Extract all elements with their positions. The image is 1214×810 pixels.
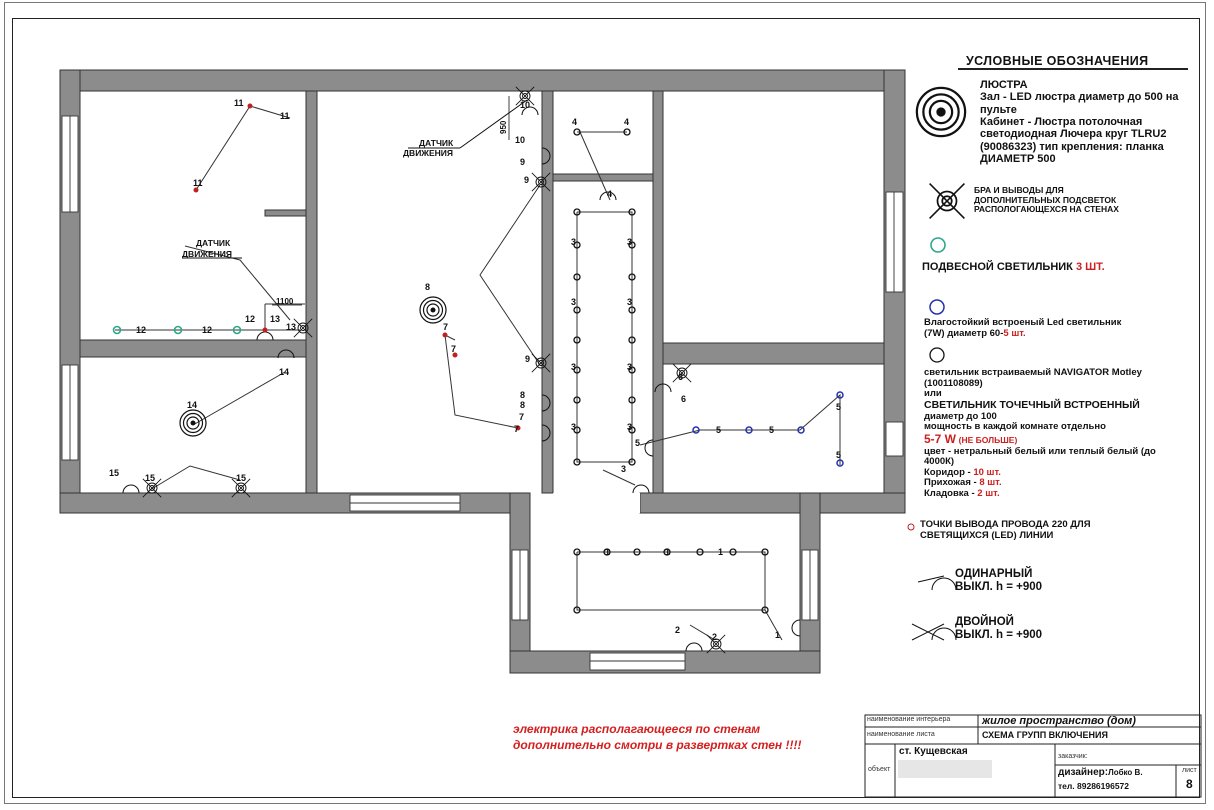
corridor-label: Коридор - — [924, 466, 974, 478]
svg-text:3: 3 — [571, 297, 577, 307]
svg-text:8: 8 — [520, 400, 526, 410]
svg-text:1: 1 — [718, 547, 724, 557]
legend-pendant-count: 3 ШТ. — [1075, 261, 1105, 273]
svg-text:12: 12 — [202, 325, 213, 335]
legend-chandelier-line1: Зал - LED люстра диаметр до 500 на пульте — [980, 91, 1179, 116]
note-line2: дополнительно смотри в развертках стен !!!! — [513, 738, 802, 753]
motion-sensor-label-hall-2: ДВИЖЕНИЯ — [403, 148, 454, 158]
svg-text:8: 8 — [425, 282, 431, 292]
svg-text:3: 3 — [571, 362, 577, 372]
wall-stub — [265, 210, 306, 216]
svg-text:11: 11 — [280, 111, 290, 121]
tb-client-label: заказчик: — [1058, 753, 1088, 760]
legend-outlet-text: ТОЧКИ ВЫВОДА ПРОВОДА 220 ДЛЯ СВЕТЯЩИХСЯ (LED) ЛИНИИ — [920, 519, 1091, 541]
svg-text:13: 13 — [270, 314, 281, 324]
svg-text:3: 3 — [627, 422, 633, 432]
legend-spot-line5: мощность в каждой комнате отдельно — [924, 421, 1106, 433]
door-opening-corridor — [553, 493, 640, 513]
window-bath-south — [590, 653, 685, 670]
svg-text:9: 9 — [525, 354, 531, 364]
legend-spot-color: цвет - нетральный белый или теплый белый (до 4000К) — [924, 445, 1156, 468]
note-line1: электрика располагающееся по стенам — [513, 722, 761, 736]
group-numbers — [109, 98, 841, 642]
legend-waterproof-count: 5 шт. — [1003, 327, 1026, 339]
svg-text:14: 14 — [279, 367, 290, 377]
svg-text:14: 14 — [187, 400, 198, 410]
legend-single-switch-text — [955, 568, 1042, 594]
svg-text:1: 1 — [665, 547, 671, 557]
legend-sconce-text: БРА И ВЫВОДЫ ДЛЯ ДОПОЛНИТЕЛЬНЫХ ПОДСВЕТОК РАСПОЛОГАЮЩЕХСЯ НА СТЕНАХ — [974, 185, 1119, 215]
svg-text:7: 7 — [519, 412, 525, 422]
svg-text:3: 3 — [627, 237, 633, 247]
svg-text:4: 4 — [624, 117, 630, 127]
svg-text:5: 5 — [635, 438, 641, 448]
wall-int-4 — [553, 174, 653, 181]
tb-object-value: ст. Кущевская — [899, 746, 968, 757]
wall-int-6 — [663, 343, 884, 364]
wiring — [115, 106, 840, 640]
sconces — [143, 87, 965, 653]
wall-int-1 — [306, 91, 317, 493]
led-outlets — [194, 104, 914, 530]
svg-text:5: 5 — [769, 425, 775, 435]
pantry-count: 2 шт. — [977, 488, 1000, 499]
legend-title: УСЛОВНЫЕ ОБОЗНАЧЕНИЯ — [966, 54, 1149, 68]
wall-int-3 — [542, 91, 553, 493]
hall-count: 8 шт. — [979, 477, 1002, 489]
tb-designer-value: Лобко В. — [1108, 768, 1143, 777]
tb-sheet-label: лист — [1182, 767, 1197, 774]
svg-text:9: 9 — [524, 175, 530, 185]
svg-text:5: 5 — [716, 425, 722, 435]
legend-chandelier-heading: ЛЮСТРА — [980, 79, 1028, 91]
svg-text:11: 11 — [193, 178, 203, 188]
tb-designer-label: дизайнер: — [1058, 767, 1109, 778]
corridor-count: 10 шт. — [973, 466, 1001, 478]
legend-spot-power — [924, 433, 1174, 447]
legend-chandelier-line2: Кабинет - Люстра потолочная светодиодная Лючера круг TLRU2 (90086323) тип крепления: планка ДИАМЕТР 500 — [980, 115, 1167, 165]
legend-title-underline — [958, 68, 1188, 70]
windows — [62, 116, 903, 670]
legend-spot-line2: или — [924, 388, 942, 400]
hall-label: Прихожая - — [924, 477, 980, 489]
double-switch-name: ДВОЙНОЙ — [955, 616, 1014, 628]
svg-text:3: 3 — [627, 297, 633, 307]
legend-spot-icon — [930, 348, 944, 362]
wall-north — [60, 70, 905, 91]
wall-int-2 — [80, 340, 306, 357]
dimension-950-label: 950 — [499, 120, 508, 134]
svg-text:4: 4 — [572, 117, 578, 127]
svg-text:11: 11 — [234, 98, 244, 108]
double-switch-height: ВЫКЛ. h = +900 — [955, 628, 1043, 641]
tb-sheet-name-value: СХЕМА ГРУПП ВКЛЮЧЕНИЯ — [982, 730, 1108, 740]
wall-int-5 — [653, 91, 663, 493]
svg-text:3: 3 — [571, 237, 577, 247]
svg-text:10: 10 — [520, 100, 531, 110]
switches — [123, 107, 956, 651]
legend-waterproof-label: Влагостойкий встроеный Led светильник (7W) диаметр 60- — [924, 317, 1122, 339]
svg-text:5: 5 — [836, 450, 842, 460]
window-east-bottom — [886, 422, 903, 456]
svg-text:15: 15 — [109, 468, 120, 478]
svg-text:13: 13 — [286, 322, 297, 332]
legend-pendant-text — [922, 261, 1105, 273]
motion-sensor-label-office-2: ДВИЖЕНИЯ — [182, 249, 233, 259]
wall-electrics-note — [513, 721, 802, 753]
tb-redacted-area — [898, 760, 992, 778]
legend-spot-power-value: 5-7 W — [924, 431, 957, 446]
legend-spot-line1: светильник встраиваемый NAVIGATOR Motley (1001108089) — [924, 367, 1142, 389]
svg-text:3: 3 — [621, 464, 627, 474]
svg-text:1: 1 — [775, 630, 781, 640]
legend-spot-line3: СВЕТИЛЬНИК ТОЧЕЧНЫЙ ВСТРОЕННЫЙ — [924, 398, 1140, 411]
legend-chandelier-icon — [917, 88, 965, 136]
svg-text:3: 3 — [571, 422, 577, 432]
tb-object-label: объект — [868, 766, 891, 773]
single-switch-height: ВЫКЛ. h = +900 — [955, 580, 1043, 593]
chandelier-icon-office — [180, 410, 206, 436]
legend-waterproof-icon — [930, 300, 944, 314]
waterproof-lights — [693, 300, 944, 466]
pantry-label: Кладовка - — [924, 488, 978, 499]
pendant-lights — [114, 238, 946, 334]
legend-waterproof-text — [924, 318, 1144, 339]
motion-sensor-leaders — [183, 100, 530, 258]
legend-sconce-icon — [930, 184, 965, 219]
svg-text:4: 4 — [607, 189, 613, 199]
tb-sheet-number: 8 — [1186, 777, 1193, 791]
svg-text:7: 7 — [514, 424, 520, 434]
svg-text:9: 9 — [520, 157, 526, 167]
svg-text:2: 2 — [712, 632, 718, 642]
chandelier-icon-hall — [420, 297, 446, 323]
motion-sensor-label-hall-1: ДАТЧИК — [419, 138, 454, 148]
tb-designer — [1058, 767, 1143, 778]
svg-text:12: 12 — [136, 325, 147, 335]
tb-phone: тел. 89286196572 — [1058, 781, 1130, 791]
tb-interior-label: наименование интерьера — [867, 716, 951, 723]
svg-text:2: 2 — [675, 625, 681, 635]
svg-text:1: 1 — [605, 547, 611, 557]
svg-text:10: 10 — [515, 135, 526, 145]
legend-spot-text — [924, 368, 1174, 500]
svg-text:5: 5 — [836, 402, 842, 412]
tb-sheet-name-label: наименование листа — [867, 731, 935, 738]
svg-text:3: 3 — [627, 362, 633, 372]
walls — [60, 70, 905, 673]
motion-sensor-label-office-1: ДАТЧИК — [196, 238, 231, 248]
legend-chandelier-text — [980, 79, 1205, 165]
tb-interior-value: жилое пространство (дом) — [982, 715, 1136, 727]
legend-spot-pantry — [924, 489, 1174, 500]
legend-pendant-icon — [931, 238, 945, 252]
legend-outlet-icon — [908, 524, 914, 530]
svg-text:15: 15 — [145, 473, 156, 483]
svg-text:7: 7 — [443, 322, 449, 332]
legend-double-switch-text — [955, 616, 1042, 642]
window-east-top — [886, 192, 903, 292]
dimension-1100-label: 1100 — [276, 297, 294, 306]
legend-spot-power-note: (НЕ БОЛЬШЕ) — [958, 434, 1018, 445]
svg-text:15: 15 — [236, 473, 247, 483]
legend-pendant-label: ПОДВЕСНОЙ СВЕТИЛЬНИК — [922, 261, 1073, 273]
svg-text:7: 7 — [451, 344, 457, 354]
svg-text:6: 6 — [681, 394, 687, 404]
single-switch-name: ОДИНАРНЫЙ — [955, 568, 1033, 580]
svg-text:12: 12 — [245, 314, 256, 324]
legend-spot-line4: диаметр до 100 — [924, 410, 997, 422]
svg-text:6: 6 — [678, 372, 684, 382]
wall-south-right — [640, 493, 905, 513]
svg-text:8: 8 — [520, 390, 526, 400]
